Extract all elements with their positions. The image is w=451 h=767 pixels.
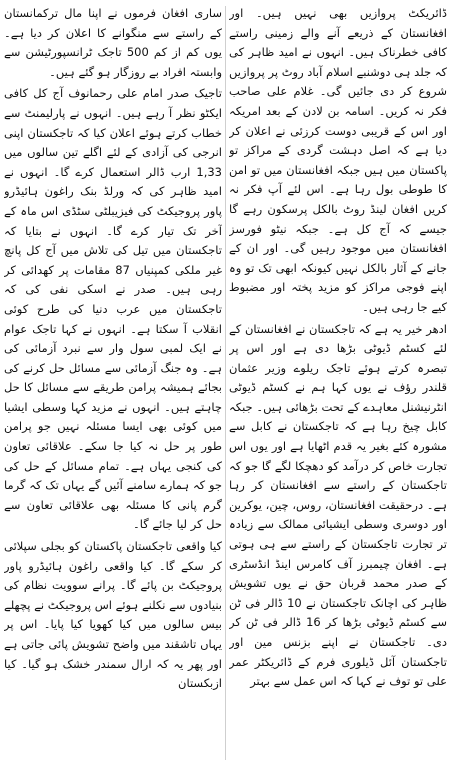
article-paragraph: کیا واقعی تاجکستان پاکستان کو بجلی سپلائی کر سکے گا۔ کیا واقعی راغون ہائیڈرو پاور پروجیکٹ بن پائے گا۔ پرانے سوویت نظام کی بنیادوں سے نکلنے ہوئے اس پروجیکٹ نے پچھلے بیس سالوں میں کیا کھویا کیا پایا۔ اس پر یہاں تاشقند میں واضح تشویش پائی جاتی ہے اور پھر یہ کہ ارال سمندر خشک ہو گیا۔ کیا ازبکستان <box>4 539 222 691</box>
article-paragraph: ادھر خیر یہ ہے کہ تاجکستان نے افغانستان کے لئے کسٹم ڈیوٹی بڑھا دی ہے اور اس پر تبصرہ کرتے ہوئے تاجک ریلوے وزیر عثمان قلندر رؤف نے یوں کہا ہم نے کسٹم ڈیوٹی انٹرنیشنل معاہدے کے تحت بڑھائی ہیں۔ جبکہ کابل چیخ رہا ہے کہ تاجکستان نے کابل سے مشورہ کئے بغیر یہ قدم اٹھایا ہے اور یوں اس تجارت خاص کر درآمد کو دھچکا لگے گا جو کہ تاجکستان کے راستے سے افغانستان کر رہا ہے۔ درحقیقت افغانستان، روس، چین، یوکرین اور دوسری وسطی ایشیائی ممالک سے زیادہ تر تجارت تاجکستان کے راستے سے ہی ہوتی ہے۔ افغان چیمبرز آف کامرس اینڈ انڈسٹری کے صدر محمد قربان حق نے یوں تشویش ظاہر کی اچانک تاجکستان نے 10 ڈالر فی ٹن سے کسٹم ڈیوٹی بڑھا کر 16 ڈالر فی ٹن کر دی۔ تاجکستان نے اپنے بزنس مین اور تاجکستان آئل ڈیلوری فرم کے ڈائریکٹر عمر علی تو توف نے کہا کہ اس عمل سے بہتر <box>229 321 447 689</box>
article-paragraph: تاجیک صدر امام علی رحمانوف آج کل کافی ایکٹو نظر آ رہے ہیں۔ انہوں نے پارلیمنٹ سے خطاب کرتے ہوئے اعلان کیا کہ تاجکستان اپنی انرجی کی آزادی کے لئے اگلے تین سالوں میں 1,33 ارب ڈالر استعمال کرے گا۔ انہوں نے امید ظاہر کی کہ ورلڈ بنک راغون ہائیڈرو پاور پروجیکٹ کی فیزیبلٹی سٹڈی اس ماہ کے آخر تک تیار کرے گا۔ انہوں نے بتایا کہ تاجکستان میں تیل کی تلاش میں آج کل پانچ غیر ملکی کمپنیاں 87 مقامات پر کھدائی کر رہی ہیں۔ صدر نے اسکی نفی کی کہ تاجکستان میں عرب دنیا کی طرح کوئی انقلاب آ سکتا ہے۔ انہوں نے کہا تاجک عوام نے ایک لمبی سول وار سے نبرد آزمائی کی ہے۔ وہ جنگ آزمائی سے مسائل حل کرنے کی بجائے ہمیشہ پرامن طریقے سے مسائل کا حل چاہتے ہیں۔ انہوں نے مزید کہا وسطی ایشیا میں کوئی بھی ایسا مسئلہ نہیں جو پرامن طور پر حل نہ کیا جا سکے۔ علاقائی تعاون کی کنجی یہاں ہے۔ تمام مسائل کے حل کی جو کہ ہمارے سامنے آئیں گے یہاں تک کہ گرما گرم پانی کا مسئلہ بھی علاقائی تعاون سے حل کر لیا جائے گا۔ <box>4 86 222 532</box>
article-column-left <box>4 4 222 762</box>
article-column-right <box>229 4 447 762</box>
column-divider <box>225 6 226 760</box>
article-paragraph: ڈائریکٹ پروازیں بھی نہیں ہیں۔ اور افغانستان کے ذریعے آنے والے زمینی راستے کافی خطرناک ہیں۔ انہوں نے امید ظاہر کی کہ جلد ہی دوشنبے اسلام آباد روٹ پر پروازیں شروع کر دی جائیں گی۔ غلام علی صاحب فکر نہ کریں۔ اسامہ بن لادن کے بعد امریکہ اور اس کے قریبی دوست کرزئی نے اعلان کر دیا ہے کہ اصل دہشت گردی کے مراکز تو پاکستان میں ہیں جبکہ افغانستان میں تو امن کا طوطی بول رہا ہے۔ اس لئے آپ فکر نہ کریں افغان لینڈ روٹ بالکل پرسکون رہے گا جیسے کہ آج کل ہے۔ جبکہ نیٹو فورسز افغانستان میں موجود رہیں گی۔ اور ان کے جانے کے آثار بالکل نہیں کیونکہ ابھی تک تو وہ اپنے فوجی مراکز کو مزید پختہ اور مضبوط کیے جا رہی ہیں۔ <box>229 6 447 314</box>
article-paragraph: ساری افغان فرموں نے اپنا مال ترکمانستان کے راستے سے منگوانے کا اعلان کر دیا ہے۔ یوں کم از کم 500 تاجک ٹرانسپورٹیشن سے وابستہ افراد بے روزگار ہو گئے ہیں۔ <box>4 6 222 79</box>
